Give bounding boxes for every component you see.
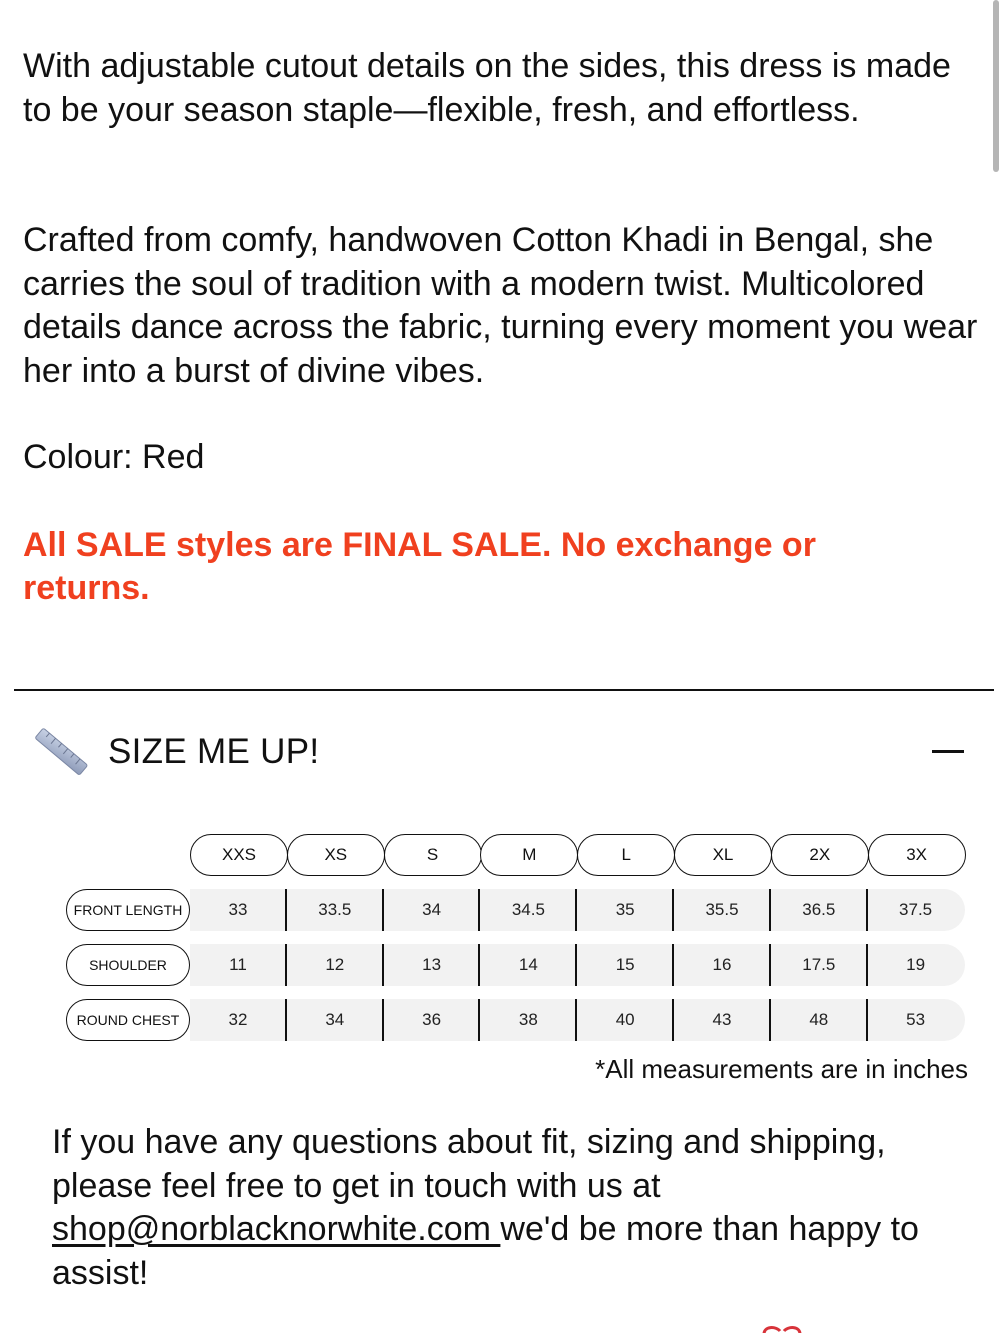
size-cell: 34 (422, 900, 442, 919)
description-text-2: Crafted from comfy, handwoven Cotton Khadi in Bengal, she carries the soul of tradition with a modern twist. Multicolored details dance across the fabric, turning every moment you wear her into a burst of divine vibes. (23, 221, 978, 390)
product-colour (23, 436, 978, 480)
size-cell: 16 (712, 955, 732, 974)
column-separator (672, 999, 674, 1041)
section-divider (14, 689, 994, 691)
size-cell: 40 (615, 1010, 635, 1029)
size-cell: 35.5 (705, 900, 739, 919)
colour-text: Colour: Red (23, 438, 205, 476)
size-cell: 13 (422, 955, 442, 974)
minus-icon[interactable] (932, 730, 964, 770)
contact-email-link[interactable]: shop@norblacknorwhite.com (52, 1210, 501, 1248)
contact-text-before: If you have any questions about fit, sizing and shipping, please feel free to get in touch with us at (52, 1123, 886, 1205)
size-header-xl: XL (674, 834, 772, 876)
size-cell: 34 (325, 1010, 345, 1029)
column-separator (285, 944, 287, 986)
column-separator (672, 944, 674, 986)
column-separator (575, 999, 577, 1041)
size-cell: 17.5 (802, 955, 836, 974)
column-separator (382, 944, 384, 986)
column-separator (478, 999, 480, 1041)
size-chart (0, 830, 1000, 1060)
column-separator (382, 889, 384, 931)
size-section-header[interactable] (0, 722, 1000, 784)
size-row-label: ROUND CHEST (66, 999, 190, 1041)
column-separator (285, 889, 287, 931)
product-description-paragraph-2 (23, 219, 978, 393)
column-separator (866, 944, 868, 986)
size-cell: 14 (518, 955, 538, 974)
size-cell: 53 (906, 1010, 926, 1029)
size-cell: 19 (906, 955, 926, 974)
measurement-note: *All measurements are in inches (595, 1054, 968, 1084)
column-separator (769, 889, 771, 931)
size-header-l: L (577, 834, 675, 876)
size-header-xs: XS (287, 834, 385, 876)
size-cell: 36.5 (802, 900, 836, 919)
column-separator (866, 889, 868, 931)
size-cell: 48 (809, 1010, 829, 1029)
size-cell: 37.5 (899, 900, 933, 919)
column-separator (285, 999, 287, 1041)
size-row-label: FRONT LENGTH (66, 889, 190, 931)
size-header-3x: 3X (868, 834, 966, 876)
contact-text-after: we'd be more than happy to assist! (52, 1210, 919, 1292)
partial-heart-icon (760, 1322, 804, 1333)
column-separator (769, 999, 771, 1041)
size-cell: 32 (228, 1010, 248, 1029)
contact-paragraph (52, 1121, 972, 1295)
size-cell: 33 (228, 900, 248, 919)
size-cell: 15 (615, 955, 635, 974)
size-header-2x: 2X (771, 834, 869, 876)
column-separator (382, 999, 384, 1041)
size-cell: 35 (615, 900, 635, 919)
size-cell: 43 (712, 1010, 732, 1029)
column-separator (769, 944, 771, 986)
size-cell: 38 (518, 1010, 538, 1029)
size-header-s: S (384, 834, 482, 876)
size-header-xxs: XXS (190, 834, 288, 876)
description-text-1: With adjustable cutout details on the sides, this dress is made to be your season staple—flexible, fresh, and effortless. (23, 47, 951, 129)
column-separator (575, 944, 577, 986)
size-header-m: M (480, 834, 578, 876)
ruler-icon (34, 728, 88, 776)
size-cell: 33.5 (318, 900, 352, 919)
column-separator (478, 889, 480, 931)
product-description-paragraph-1 (23, 45, 978, 132)
final-sale-notice: All SALE styles are FINAL SALE. No exchange or returns. (23, 526, 816, 607)
size-cell: 12 (325, 955, 345, 974)
column-separator (672, 889, 674, 931)
size-cell: 36 (422, 1010, 442, 1029)
size-row-label: SHOULDER (66, 944, 190, 986)
size-cell: 11 (229, 955, 247, 974)
column-separator (575, 889, 577, 931)
column-separator (866, 999, 868, 1041)
size-cell: 34.5 (511, 900, 545, 919)
size-section-title: SIZE ME UP! (108, 732, 320, 771)
scrollbar-thumb[interactable] (993, 0, 999, 172)
column-separator (478, 944, 480, 986)
